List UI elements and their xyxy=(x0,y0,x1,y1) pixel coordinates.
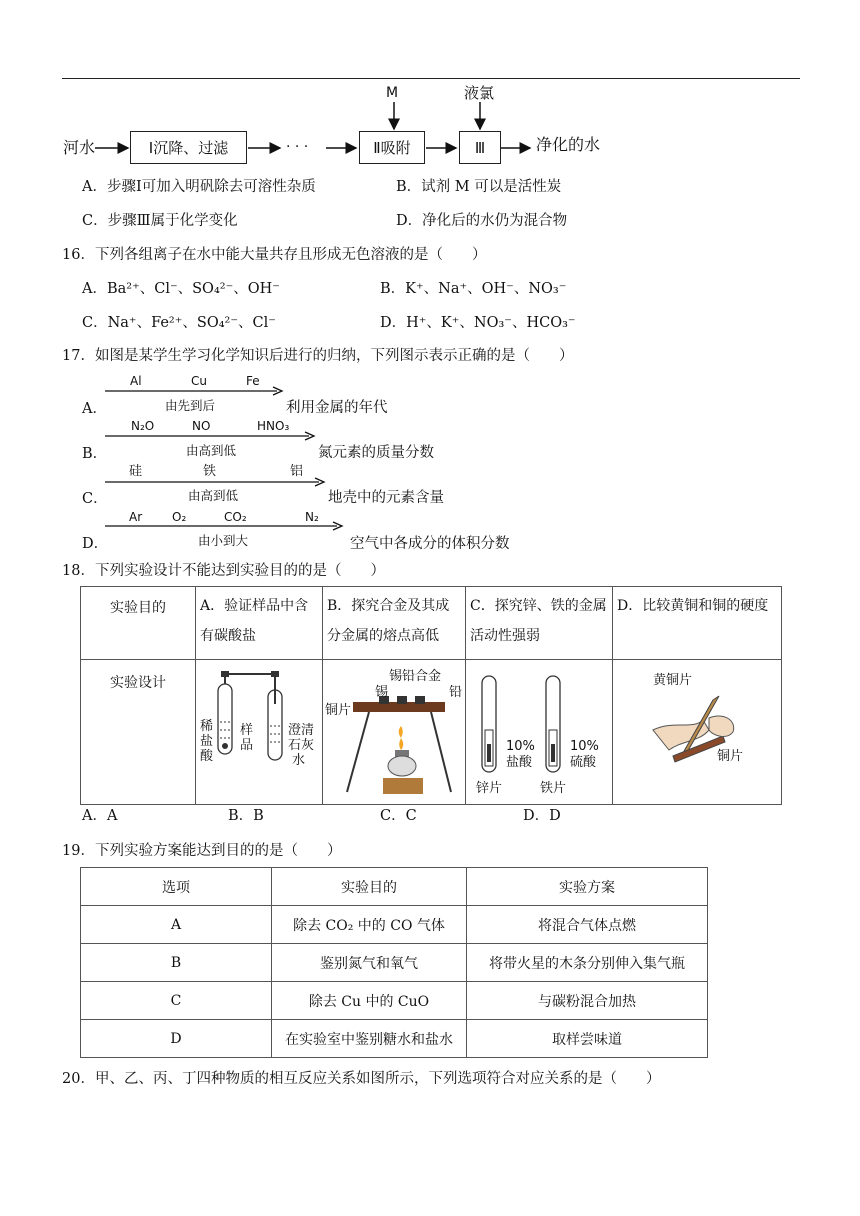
q17-a-item: Fe xyxy=(246,374,260,388)
flow-step-2: Ⅱ吸附 xyxy=(359,131,425,164)
fig-a-acid-label: 稀盐酸 xyxy=(200,719,214,764)
q18-purpose-a xyxy=(196,587,323,660)
q19-cell-option: C xyxy=(81,982,272,1020)
q18-figure-b xyxy=(323,660,466,805)
q17-d-desc: 空气中各成分的体积分数 xyxy=(350,536,510,552)
q18-answer-b: B．B xyxy=(228,808,264,824)
reagent-m: M xyxy=(386,85,399,101)
reagent-liquid-chlorine: 液氯 xyxy=(464,84,495,102)
header-rule xyxy=(62,78,800,79)
q17-a-item: Al xyxy=(130,374,142,388)
q18-design-row xyxy=(81,660,782,805)
q17-a-arrow xyxy=(105,386,285,396)
flow-arrows xyxy=(0,80,860,170)
flow-input: 河水 xyxy=(63,138,96,157)
q18-figure-c xyxy=(466,660,613,805)
q17-b-letter: B． xyxy=(82,446,108,462)
fig-a-lime-label: 澄清石灰水 xyxy=(288,723,315,768)
fig-b-lead-label: 铅 xyxy=(449,685,463,700)
flow-ellipsis: · · · xyxy=(286,139,309,155)
q18-row1-head: 实验目的 xyxy=(81,587,196,660)
flow-output: 净化的水 xyxy=(536,135,601,154)
q18-purpose-d-text: D．比较黄铜和铜的硬度 xyxy=(617,598,769,614)
q18-table xyxy=(80,586,782,805)
q18-figure-a xyxy=(196,660,323,805)
q16-option-a: A．Ba²⁺、Cl⁻、SO₄²⁻、OH⁻ xyxy=(82,281,280,297)
q17-c-desc: 地壳中的元素含量 xyxy=(328,490,444,506)
q18-purpose-c xyxy=(466,587,613,660)
q19-cell-option: A xyxy=(81,906,272,944)
fig-c-acid1: 盐酸 xyxy=(506,755,533,770)
table-row xyxy=(81,1020,708,1058)
q19-header-option: 选项 xyxy=(81,868,272,906)
table-row xyxy=(81,906,708,944)
fig-c-p1: 10% xyxy=(506,739,535,754)
table-row xyxy=(81,944,708,982)
q19-header-plan: 实验方案 xyxy=(467,868,708,906)
q19-cell-option: B xyxy=(81,944,272,982)
fig-b-tin-label: 锡 xyxy=(375,685,389,700)
q15-option-c: C．步骤Ⅲ属于化学变化 xyxy=(82,213,238,229)
fig-c-metal1: 锌片 xyxy=(476,781,503,796)
q17-b-desc: 氮元素的质量分数 xyxy=(318,445,434,461)
q19-cell-purpose: 除去 Cu 中的 CuO xyxy=(272,982,467,1020)
q19-stem: 19．下列实验方案能达到目的的是（ ） xyxy=(62,843,342,859)
q19-header-row xyxy=(81,868,708,906)
q17-b-arrow xyxy=(105,431,317,441)
q18-answer-a: A．A xyxy=(82,808,118,824)
q16-stem: 16．下列各组离子在水中能大量共存且形成无色溶液的是（ ） xyxy=(62,247,487,263)
q17-c-item: 铁 xyxy=(203,464,217,479)
q15-option-d: D．净化后的水仍为混合物 xyxy=(396,213,568,229)
q18-figure-d xyxy=(613,660,782,805)
q17-b-item: HNO₃ xyxy=(257,419,290,433)
fig-d-brass-label: 黄铜片 xyxy=(653,673,693,688)
fig-c-acid2: 硫酸 xyxy=(570,755,597,770)
q17-a-desc: 利用金属的年代 xyxy=(286,400,388,416)
q19-cell-plan: 将混合气体点燃 xyxy=(467,906,708,944)
q17-c-letter: C． xyxy=(82,491,108,507)
q15-option-b: B．试剂 M 可以是活性炭 xyxy=(396,179,562,195)
fig-c-metal2: 铁片 xyxy=(540,781,567,796)
q18-purpose-c-text: C．探究锌、铁的金属活动性强弱 xyxy=(470,598,607,644)
q19-cell-purpose: 鉴别氮气和氧气 xyxy=(272,944,467,982)
q17-d-item: N₂ xyxy=(305,510,319,524)
q18-purpose-d xyxy=(613,587,782,660)
q16-option-d: D．H⁺、K⁺、NO₃⁻、HCO₃⁻ xyxy=(380,315,576,331)
fig-a-sample-label: 样品 xyxy=(240,723,254,753)
q17-a-item: Cu xyxy=(191,374,207,388)
q18-purpose-b xyxy=(323,587,466,660)
table-row xyxy=(81,982,708,1020)
q17-c-item: 硅 xyxy=(129,464,143,479)
q18-answer-c: C．C xyxy=(380,808,417,824)
q17-b-item: N₂O xyxy=(131,419,155,433)
q17-c-item: 铝 xyxy=(290,464,304,479)
q16-option-b: B．K⁺、Na⁺、OH⁻、NO₃⁻ xyxy=(380,281,567,297)
q20-stem: 20．甲、乙、丙、丁四种物质的相互反应关系如图所示，下列选项符合对应关系的是（ ） xyxy=(62,1071,661,1087)
fig-d-copper-label: 铜片 xyxy=(717,749,744,764)
q16-option-c: C．Na⁺、Fe²⁺、SO₄²⁻、Cl⁻ xyxy=(82,315,276,331)
q19-cell-purpose: 在实验室中鉴别糖水和盐水 xyxy=(272,1020,467,1058)
flow-step-1: Ⅰ沉降、过滤 xyxy=(130,131,247,164)
q18-stem: 18．下列实验设计不能达到实验目的的是（ ） xyxy=(62,563,385,579)
q18-purpose-row xyxy=(81,587,782,660)
q19-header-purpose: 实验目的 xyxy=(272,868,467,906)
test-tube-apparatus-figure xyxy=(196,660,322,800)
q18-purpose-a-text: A．验证样品中含有碳酸盐 xyxy=(200,598,309,644)
q17-d-letter: D． xyxy=(82,536,109,552)
q19-cell-option: D xyxy=(81,1020,272,1058)
q17-d-arrow xyxy=(105,521,345,531)
q17-d-item: Ar xyxy=(129,510,143,524)
q15-option-a: A．步骤Ⅰ可加入明矾除去可溶性杂质 xyxy=(82,179,316,195)
q18-row2-head: 实验设计 xyxy=(81,660,196,805)
q19-table xyxy=(80,867,708,1058)
fig-c-p2: 10% xyxy=(570,739,599,754)
fig-b-alloy-label: 锡铅合金 xyxy=(389,669,442,684)
q17-d-order: 由小到大 xyxy=(198,533,249,548)
q17-b-item: NO xyxy=(192,419,211,433)
q17-b-order: 由高到低 xyxy=(186,443,237,458)
metal-reactivity-figure xyxy=(466,660,612,800)
q19-cell-plan: 取样尝味道 xyxy=(467,1020,708,1058)
flow-step-3: Ⅲ xyxy=(459,131,501,164)
q17-a-order: 由先到后 xyxy=(165,398,216,413)
q17-d-item: O₂ xyxy=(172,510,187,524)
q19-cell-plan: 将带火星的木条分别伸入集气瓶 xyxy=(467,944,708,982)
q19-cell-plan: 与碳粉混合加热 xyxy=(467,982,708,1020)
q19-cell-purpose: 除去 CO₂ 中的 CO 气体 xyxy=(272,906,467,944)
q17-c-order: 由高到低 xyxy=(188,488,239,503)
hardness-compare-figure xyxy=(613,660,779,800)
q17-stem: 17．如图是某学生学习化学知识后进行的归纳，下列图示表示正确的是（ ） xyxy=(62,348,574,364)
q18-answer-d: D．D xyxy=(523,808,561,824)
q17-d-item: CO₂ xyxy=(224,510,247,524)
alloy-heating-figure xyxy=(323,660,465,800)
q17-a-letter: A． xyxy=(82,401,107,417)
fig-b-copper-label: 铜片 xyxy=(325,703,352,718)
q18-purpose-b-text: B．探究合金及其成分金属的熔点高低 xyxy=(327,598,450,644)
q17-c-arrow xyxy=(105,477,327,487)
